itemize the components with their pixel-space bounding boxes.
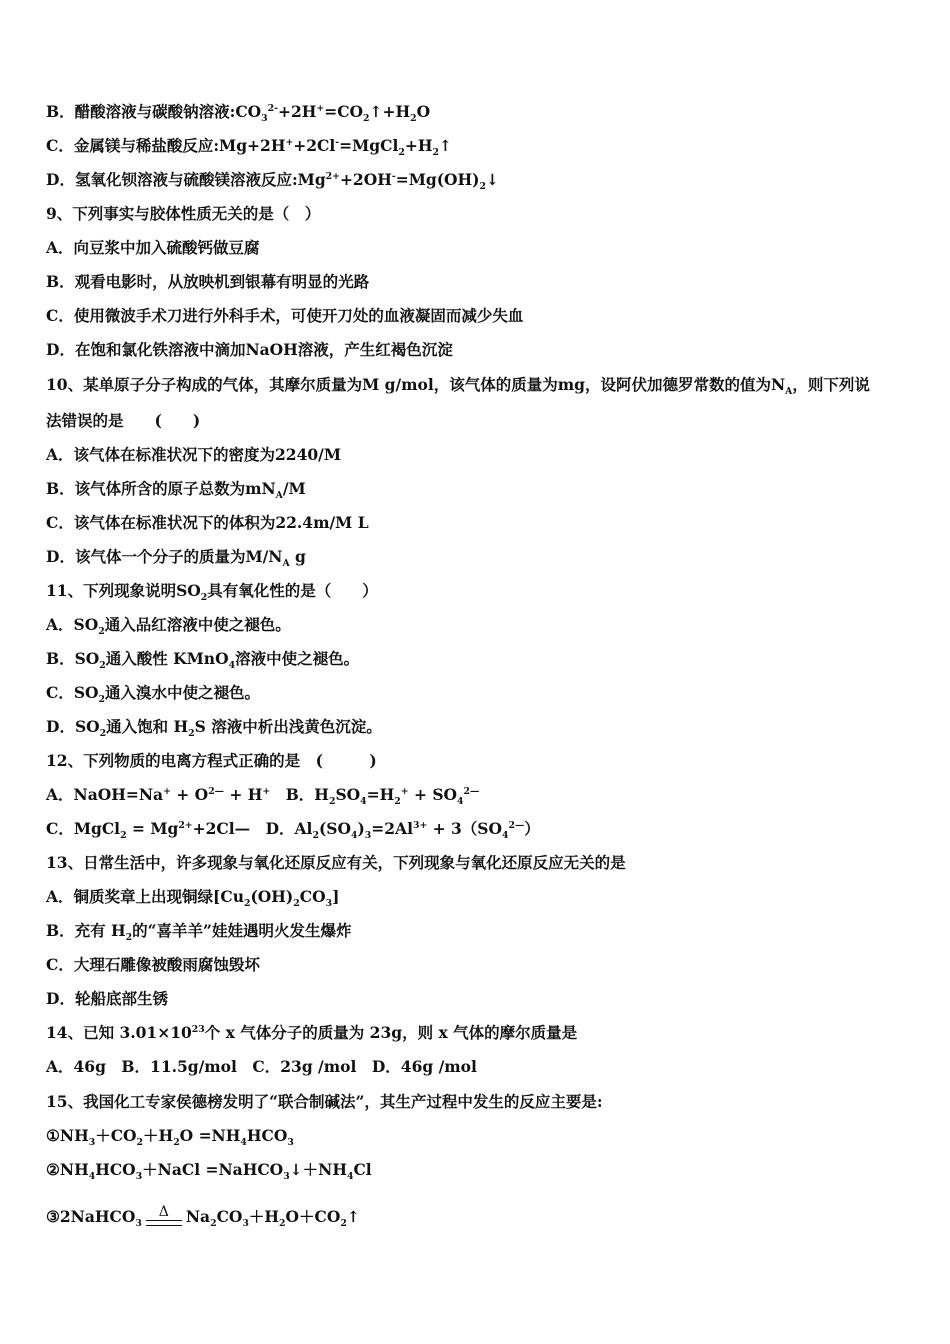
q9-stem: 9、下列事实与胶体性质无关的是（ ） bbox=[46, 204, 321, 223]
q10-option-c: C．该气体在标准状况下的体积为22.4m/M L bbox=[46, 513, 369, 532]
q14-stem: 14、已知 $3.01\times 10^{23}$个 x 气体分子的质量为 23g，则 x 气体的摩尔质量是 bbox=[46, 1023, 578, 1042]
q11-option-c: C．$SO_2$通入溴水中使之褪色。 bbox=[46, 683, 261, 706]
q11-option-a: A．$SO_2$通入品红溶液中使之褪色。 bbox=[46, 615, 291, 638]
q15-reaction-3: ③2NaHCO$_3$ Δ $Na_2CO_3+H_2O+CO_2↑$ bbox=[46, 1204, 360, 1230]
q10-stem-line2: 法错误的是 ( ) bbox=[46, 411, 201, 430]
q9-option-c: C．使用微波手术刀进行外科手术，可使开刀处的血液凝固而减少失血 bbox=[46, 306, 524, 325]
q10-stem-line1: 10、某单原子分子构成的气体，其摩尔质量为M g/mol，该气体的质量为mg，设阿伏加德罗常数的值为$N_A$，则下列说 bbox=[46, 375, 870, 398]
q10-option-d: D．该气体一个分子的质量为$M/N_A$ g bbox=[46, 547, 306, 570]
q8-option-b: B．醋酸溶液与碳酸钠溶液$:CO_3^{2-}+2H^+=CO_2↑+H_2O$ bbox=[46, 102, 431, 125]
q14-options: A．46g B．11.5g/mol C．23g /mol D．46g /mol bbox=[46, 1057, 477, 1076]
q10-option-b: B．该气体所含的原子总数为$mN_A/M$ bbox=[46, 479, 306, 502]
q9-option-b: B．观看电影时，从放映机到银幕有明显的光路 bbox=[46, 272, 370, 291]
q13-stem: 13、日常生活中，许多现象与氧化还原反应有关，下列现象与氧化还原反应无关的是 bbox=[46, 853, 626, 872]
q15-stem: 15、我国化工专家侯德榜发明了“联合制碱法”，其生产过程中发生的反应主要是: bbox=[46, 1092, 603, 1111]
q15-reaction-1: $①NH_3+CO_2+H_2O =NH_4HCO_3$ bbox=[46, 1126, 294, 1149]
q13-option-d: D．轮船底部生锈 bbox=[46, 989, 168, 1008]
q12-options-ab: A．NaOH=Na+ + $O^{2—} + H^+$ B．$H_2SO_4=H_2^+ + SO_4^{2—}$ bbox=[46, 785, 480, 808]
q9-option-d: D．在饱和氯化铁溶液中滴加NaOH溶液，产生红褐色沉淀 bbox=[46, 340, 453, 359]
q10-option-a: A．该气体在标准状况下的密度为2240/M bbox=[46, 445, 341, 464]
q11-option-d: D．$SO_2$通入饱和 $H_2S$ 溶液中析出浅黄色沉淀。 bbox=[46, 717, 382, 740]
q8-option-c: C．金属镁与稀盐酸反应$:Mg+2H^++2Cl^-=MgCl_2+H_2↑$ bbox=[46, 136, 452, 159]
q12-stem: 12、下列物质的电离方程式正确的是 ( ) bbox=[46, 751, 377, 770]
q15-reaction-2: $②NH_4HCO_3+NaCl$ $=NaHCO_3↓+NH_4Cl$ bbox=[46, 1160, 372, 1183]
q11-stem: 11、下列现象说明$SO_2$具有氧化性的是（ ） bbox=[46, 581, 378, 604]
heating-condition-sign: Δ bbox=[146, 1205, 182, 1226]
q13-option-a: A．铜质奖章上出现铜绿$[Cu_2(OH)_2CO_3]$ bbox=[46, 887, 340, 910]
q13-option-c: C．大理石雕像被酸雨腐蚀毁坏 bbox=[46, 955, 260, 974]
q13-option-b: B．充有 $H_2$的“喜羊羊”娃娃遇明火发生爆炸 bbox=[46, 921, 352, 944]
q11-option-b: B．$SO_2$通入酸性 KMnO$_4$溶液中使之褪色。 bbox=[46, 649, 360, 672]
q9-option-a: A．向豆浆中加入硫酸钙做豆腐 bbox=[46, 238, 260, 257]
q12-options-cd: C．MgCl$_2$ = $Mg^{2+}+2Cl—$ D．$Al_2(SO_4)_3=2Al^{3+} + 3(SO_4^{2—})$ bbox=[46, 819, 540, 842]
q8-option-d: D．氢氧化钡溶液与硫酸镁溶液反应$:Mg^{2+}+2OH^-=Mg(OH)_2↓$ bbox=[46, 170, 499, 193]
